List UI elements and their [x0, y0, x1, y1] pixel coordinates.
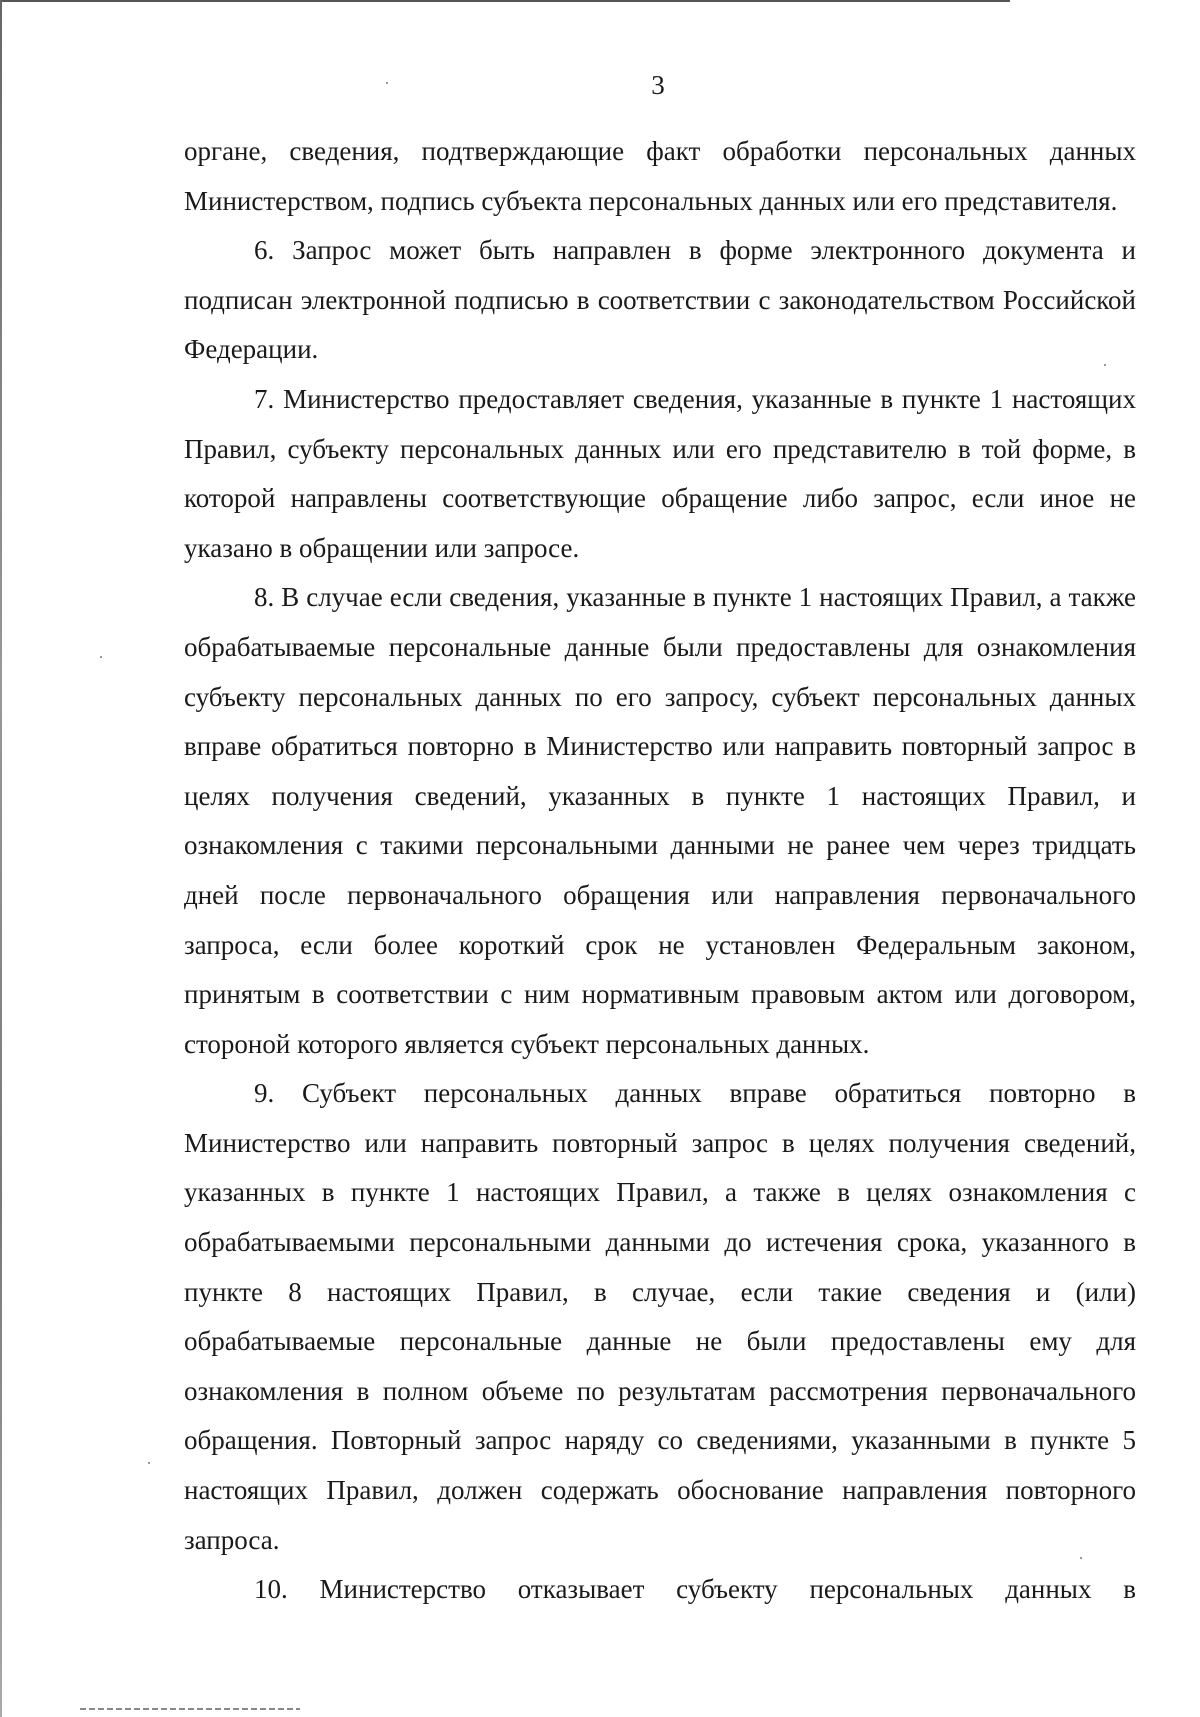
scan-speck [148, 1462, 150, 1464]
document-body [184, 127, 1136, 1615]
paragraph-6: 6. Запрос может быть направлен в форме электронного документа и подписан электронной подписью в соответствии с законодательством Российской Федерации. [184, 235, 1136, 365]
scan-edge-left [0, 0, 2, 1717]
scan-edge-top [0, 0, 1010, 2]
paragraph-continuation: органе, сведения, подтверждающие факт обработки персональных данных Министерством, подпись субъекта персональных данных или его представителя. [184, 136, 1136, 216]
paragraph-7: 7. Министерство предоставляет сведения, указанные в пункте 1 настоящих Правил, субъекту персональных данных или его представителю в той форме, в которой направлены соответствующие обращение либо запрос, если иное не указано в обращении или запросе. [184, 383, 1136, 563]
scan-edge-bottom [80, 1708, 300, 1710]
paragraph-9: 9. Субъект персональных данных вправе обратиться повторно в Министерство или направить повторный запрос в целях получения сведений, указанных в пункте 1 настоящих Правил, а также в целях ознакомления с обрабатываемыми персональными данными до истечения срока, указанного в пункте 8 настоящих Правил, в случае, если такие сведения и (или) обрабатываемые персональные данные не были предоставлены ему для ознакомления в полном объеме по результатам рассмотрения первоначального обращения. Повторный запрос наряду со сведениями, указанными в пункте 5 настоящих Правил, должен содержать обоснование направления повторного запроса. [184, 1078, 1136, 1555]
paragraph-10: 10. Министерство отказывает субъекту персональных данных в [254, 1574, 1136, 1605]
page-number: 3 [651, 70, 665, 100]
paragraph-8: 8. В случае если сведения, указанные в пункте 1 настоящих Правил, а также обрабатываемые персональные данные были предоставлены для ознакомления субъекту персональных данных по его запросу, субъект персональных данных вправе обратиться повторно в Министерство или направить повторный запрос в целях получения сведений, указанных в пункте 1 настоящих Правил, и ознакомления с такими персональными данными не ранее чем через тридцать дней после первоначального обращения или направления первоначального запроса, если более короткий срок не установлен Федеральным законом, принятым в соответствии с ним нормативным правовым актом или договором, стороной которого является субъект персональных данных. [184, 582, 1136, 1059]
scan-speck [100, 656, 102, 658]
